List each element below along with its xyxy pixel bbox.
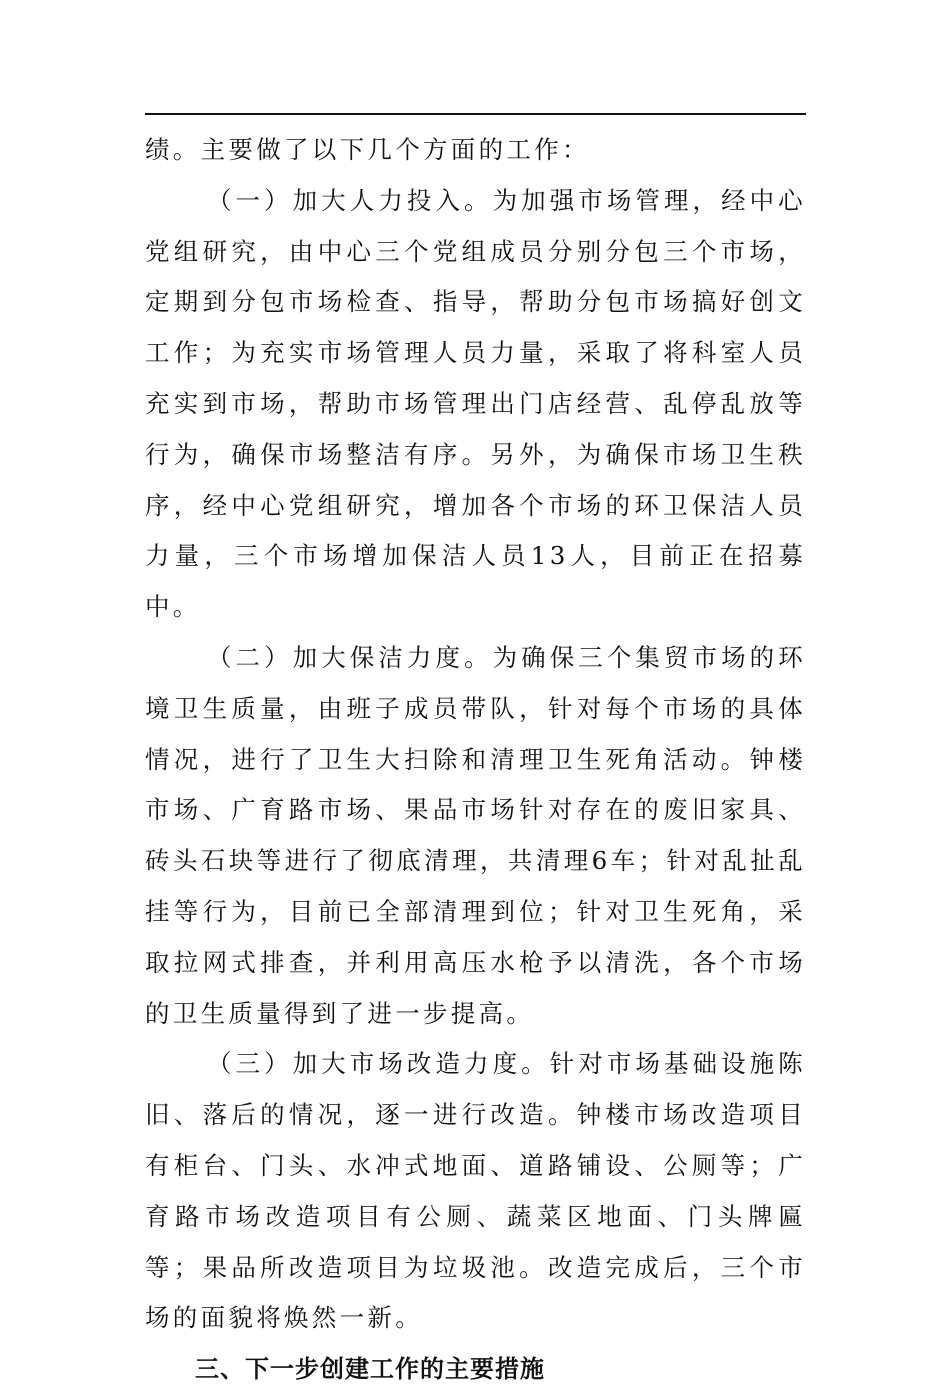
- paragraph-cleaning: （二）加大保洁力度。为确保三个集贸市场的环境卫生质量，由班子成员带队，针对每个市场的具体情况，进行了卫生大扫除和清理卫生死角活动。钟楼市场、广育路市场、果品市场针对存在的废旧家具、砖头石块等进行了彻底清理，共清理6车；针对乱扯乱挂等行为，目前已全部清理到位；针对卫生死角，采取拉网式排查，并利用高压水枪予以清洗，各个市场的卫生质量得到了进一步提高。: [145, 642, 806, 1028]
- document-body: [145, 125, 806, 1395]
- section-heading: 三、下一步创建工作的主要措施: [195, 1355, 545, 1384]
- paragraph-continuation: 绩。主要做了以下几个方面的工作：: [145, 135, 590, 164]
- paragraph-renovation: （三）加大市场改造力度。针对市场基础设施陈旧、落后的情况，逐一进行改造。钟楼市场改造项目有柜台、门头、水冲式地面、道路铺设、公厕等；广育路市场改造项目有公厕、蔬菜区地面、门头牌匾等；果品所改造项目为垃圾池。改造完成后，三个市场的面貌将焕然一新。: [145, 1049, 806, 1333]
- header-rule: [145, 113, 806, 115]
- paragraph-manpower: （一）加大人力投入。为加强市场管理，经中心党组研究，由中心三个党组成员分别分包三个市场，定期到分包市场检查、指导，帮助分包市场搞好创文工作；为充实市场管理人员力量，采取了将科室人员充实到市场，帮助市场管理出门店经营、乱停乱放等行为，确保市场整洁有序。另外，为确保市场卫生秩序，经中心党组研究，增加各个市场的环卫保洁人员力量，三个市场增加保洁人员13人，目前正在招募中。: [145, 185, 806, 622]
